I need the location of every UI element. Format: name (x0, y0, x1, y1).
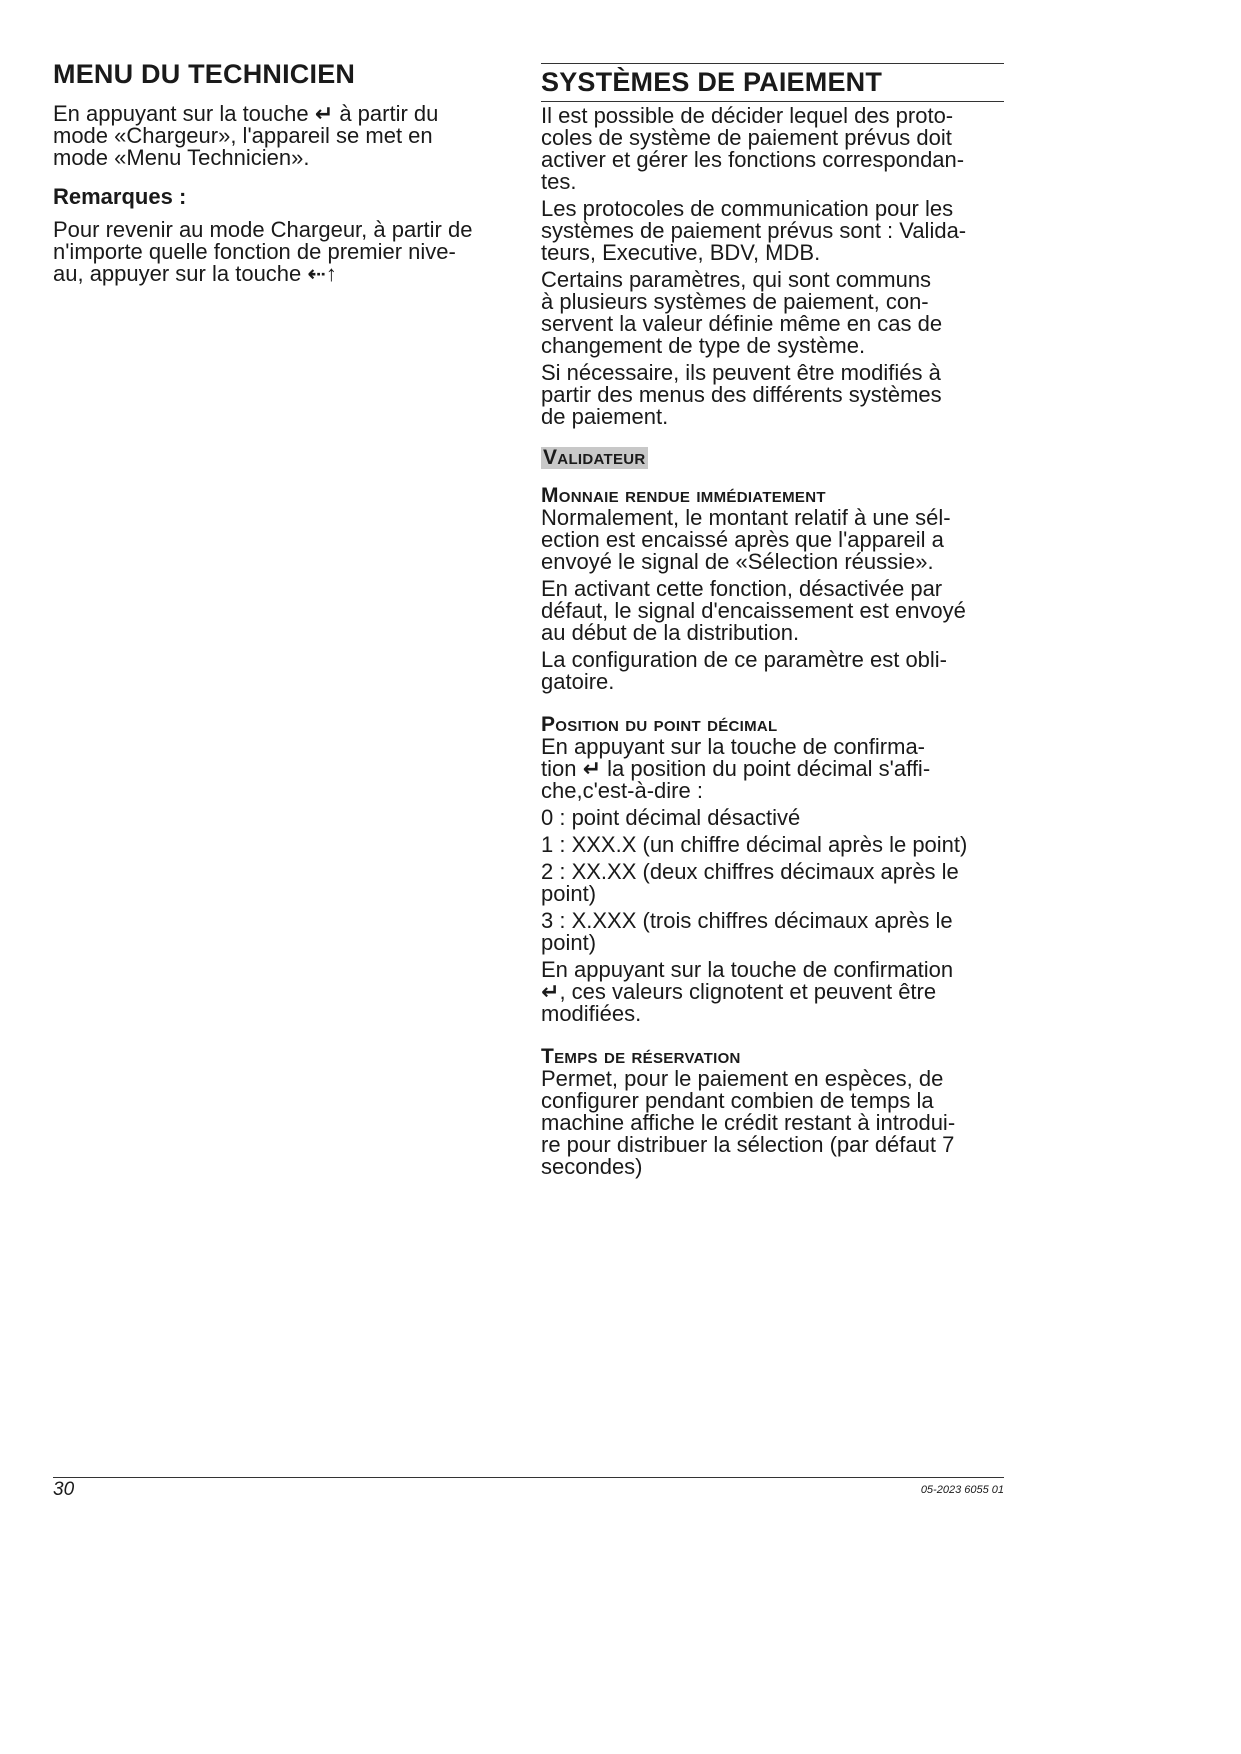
confirm-key-icon-2: ↵ (541, 979, 560, 1004)
enter-key-icon: ↵ (314, 101, 334, 126)
confirm-paragraph (541, 959, 1011, 1025)
text-line: ection est encaissé après que l'appareil a (541, 527, 944, 552)
remarks-heading: Remarques : (53, 184, 187, 209)
section-title-systemes-paiement: SYSTÈMES DE PAIEMENT (541, 67, 883, 97)
intro-paragraph (53, 103, 513, 169)
monnaie-heading: Monnaie rendue immédiatement (541, 484, 826, 507)
text-line: point) (541, 930, 597, 955)
text-line: 2 : XX.XX (deux chiffres décimaux après le (541, 859, 959, 884)
text-line: au début de la distribution. (541, 620, 800, 645)
intro-text-a: En appuyant sur la touche (53, 101, 309, 126)
text-line: En appuyant sur la touche de confirmation (541, 957, 954, 982)
position-heading: Position du point décimal (541, 713, 778, 736)
text-line: tes. (541, 169, 577, 194)
right-body (541, 105, 1011, 1183)
text-line: Les protocoles de communication pour les (541, 196, 954, 221)
title-rule-top (541, 63, 1004, 64)
text-line: défaut, le signal d'encaissement est envoyé (541, 598, 966, 623)
text-line: Certains paramètres, qui sont communs (541, 267, 932, 292)
text-line: Normalement, le montant relatif à une sél- (541, 505, 951, 530)
text-line: à plusieurs systèmes de paiement, con- (541, 289, 929, 314)
text-line: 3 : X.XXX (trois chiffres décimaux après le (541, 908, 953, 933)
option-1: 1 : XXX.X (un chiffre décimal après le point) (541, 832, 968, 857)
text-line: gatoire. (541, 669, 615, 694)
text-fragment: tion (541, 756, 577, 781)
document-reference: 05-2023 6055 01 (920, 1484, 1004, 1496)
remarks-line-3: au, appuyer sur la touche (53, 261, 302, 286)
text-line: re pour distribuer la sélection (par défaut 7 (541, 1132, 955, 1157)
remarks-line-2: n'importe quelle fonction de premier nive- (53, 239, 456, 264)
text-line: modifiées. (541, 1001, 642, 1026)
intro-line-3: mode «Menu Technicien». (53, 145, 310, 170)
text-line: En activant cette fonction, désactivée par (541, 576, 943, 601)
modify-paragraph (541, 362, 1011, 428)
escape-key-icon: ⇠↑ (307, 261, 337, 286)
text-line: configurer pendant combien de temps la (541, 1088, 934, 1113)
protocols-paragraph (541, 198, 1011, 264)
text-line: point) (541, 881, 597, 906)
text-line: changement de type de système. (541, 333, 866, 358)
text-line: servent la valeur définie même en cas de (541, 311, 943, 336)
text-fragment: , ces valeurs clignotent et peuvent être (559, 979, 937, 1004)
confirm-key-icon: ↵ (582, 756, 602, 781)
temps-paragraph (541, 1068, 1011, 1178)
text-line: machine affiche le crédit restant à introdui- (541, 1110, 956, 1135)
footer-rule (53, 1477, 1004, 1478)
title-rule-bottom (541, 101, 1004, 102)
section-title-menu-technicien: MENU DU TECHNICIEN (53, 59, 356, 89)
option-3 (541, 910, 1011, 954)
remarks-line-1: Pour revenir au mode Chargeur, à partir de (53, 217, 473, 242)
temps-heading: Temps de réservation (541, 1045, 741, 1068)
text-line: che,c'est-à-dire : (541, 778, 703, 803)
validateur-heading: Validateur (543, 446, 646, 469)
text-line: Si nécessaire, ils peuvent être modifiés à (541, 360, 941, 385)
text-line: activer et gérer les fonctions correspondan- (541, 147, 965, 172)
option-0: 0 : point décimal désactivé (541, 805, 801, 830)
option-2 (541, 861, 1011, 905)
text-line: Il est possible de décider lequel des proto- (541, 103, 954, 128)
monnaie-p2 (541, 578, 1011, 644)
monnaie-p3 (541, 649, 1011, 693)
text-line: La configuration de ce paramètre est obli- (541, 647, 948, 672)
validateur-heading-wrap (541, 446, 1011, 469)
position-p1 (541, 736, 1011, 802)
intro-line-2: mode «Chargeur», l'appareil se met en (53, 123, 433, 148)
text-line: systèmes de paiement prévus sont : Valida- (541, 218, 967, 243)
text-line: teurs, Executive, BDV, MDB. (541, 240, 821, 265)
text-fragment: la position du point décimal s'affi- (607, 756, 931, 781)
monnaie-p1 (541, 507, 1011, 573)
common-params-paragraph (541, 269, 1011, 357)
intro-text-b: à partir du (339, 101, 439, 126)
text-line: de paiement. (541, 404, 669, 429)
text-line: secondes) (541, 1154, 643, 1179)
text-line: envoyé le signal de «Sélection réussie». (541, 549, 934, 574)
text-line: En appuyant sur la touche de confirma- (541, 734, 926, 759)
remarks-paragraph (53, 219, 513, 285)
intro-paragraph-right (541, 105, 1011, 193)
text-line: Permet, pour le paiement en espèces, de (541, 1066, 944, 1091)
text-line: partir des menus des différents systèmes (541, 382, 942, 407)
text-line: coles de système de paiement prévus doit (541, 125, 952, 150)
page-number: 30 (53, 1479, 75, 1500)
